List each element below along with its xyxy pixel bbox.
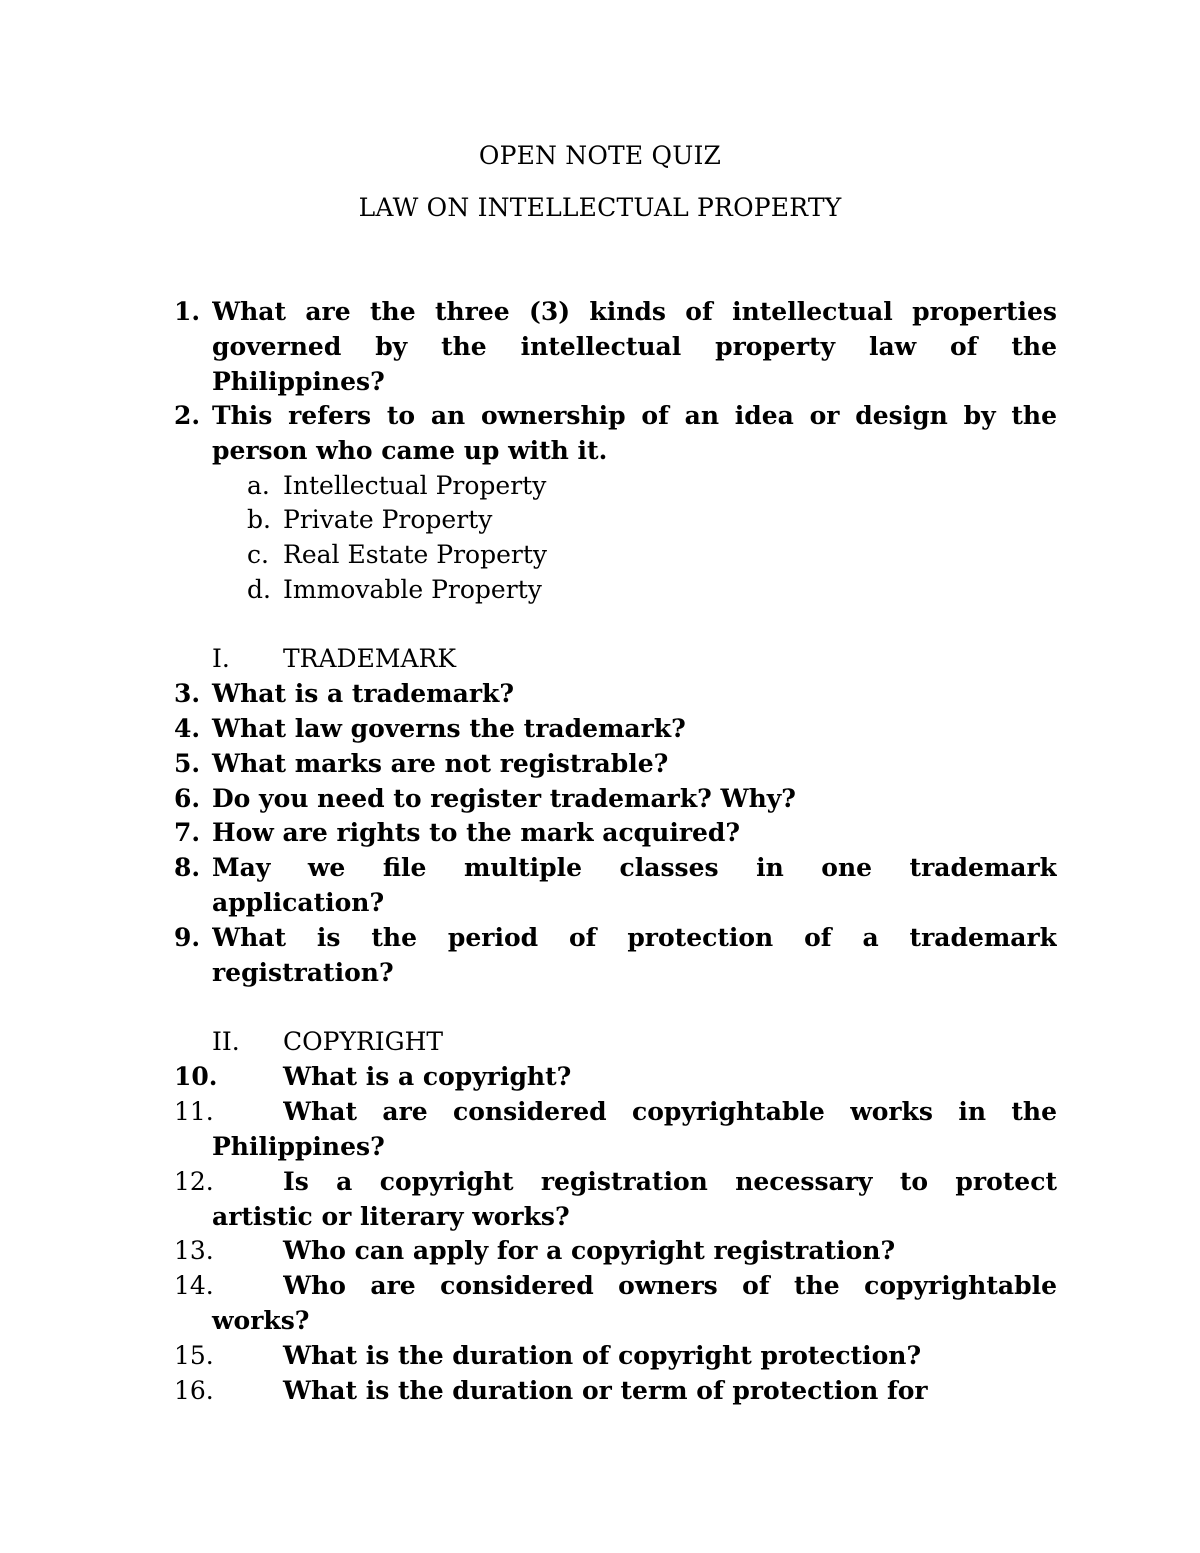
question-text: governed by the intellectual property law of the: [212, 332, 1057, 361]
question-number: 1.: [174, 297, 201, 326]
question-text: application?: [212, 888, 385, 917]
question-text: Who can apply for a copyright registration?: [283, 1236, 896, 1265]
question-number: 16.: [174, 1376, 214, 1405]
question-text: What law governs the trademark?: [212, 714, 686, 743]
question-text: How are rights to the mark acquired?: [212, 818, 741, 847]
question-number: 12.: [174, 1167, 214, 1196]
section-numeral: I.: [212, 644, 230, 673]
question-number: 15.: [174, 1341, 214, 1370]
choice-letter: b.: [247, 505, 271, 534]
question-text: artistic or literary works?: [212, 1202, 570, 1231]
question-number: 4.: [174, 714, 201, 743]
choice-letter: d.: [247, 575, 271, 604]
question-text: What is the period of protection of a trademark: [212, 923, 1057, 952]
question-number: 10.: [174, 1062, 218, 1091]
question-number: 9.: [174, 923, 201, 952]
question-number: 8.: [174, 853, 201, 882]
question-text: What is a copyright?: [283, 1062, 572, 1091]
question-number: 11.: [174, 1097, 214, 1126]
question-number: 13.: [174, 1236, 214, 1265]
section-numeral: II.: [212, 1027, 240, 1056]
document-subtitle: LAW ON INTELLECTUAL PROPERTY: [358, 193, 842, 222]
question-text: Philippines?: [212, 1132, 385, 1161]
section-heading: TRADEMARK: [283, 644, 456, 673]
question-number: 7.: [174, 818, 201, 847]
question-text: Philippines?: [212, 367, 385, 396]
choice-text: Immovable Property: [283, 575, 542, 604]
question-text: Who are considered owners of the copyrightable: [283, 1271, 1057, 1300]
question-text: What is a trademark?: [212, 679, 514, 708]
question-text: What is the duration or term of protection for: [283, 1376, 928, 1405]
question-number: 2.: [174, 401, 201, 430]
question-text: This refers to an ownership of an idea or design by the: [212, 401, 1057, 430]
section-heading: COPYRIGHT: [283, 1027, 444, 1056]
question-text: registration?: [212, 958, 394, 987]
question-number: 5.: [174, 749, 201, 778]
question-text: What are considered copyrightable works in the: [283, 1097, 1057, 1126]
choice-text: Private Property: [283, 505, 493, 534]
choice-text: Real Estate Property: [283, 540, 548, 569]
question-text: works?: [212, 1306, 310, 1335]
question-text: Is a copyright registration necessary to protect: [283, 1167, 1057, 1196]
document-title: OPEN NOTE QUIZ: [478, 141, 722, 170]
choice-letter: c.: [247, 540, 269, 569]
question-text: person who came up with it.: [212, 436, 608, 465]
question-text: Do you need to register trademark? Why?: [212, 784, 796, 813]
question-text: What is the duration of copyright protection?: [283, 1341, 922, 1370]
question-text: What are the three (3) kinds of intellectual properties: [212, 297, 1057, 326]
choice-text: Intellectual Property: [283, 471, 547, 500]
question-text: What marks are not registrable?: [212, 749, 669, 778]
question-text: May we file multiple classes in one trademark: [212, 853, 1057, 882]
question-number: 14.: [174, 1271, 214, 1300]
choice-letter: a.: [247, 471, 270, 500]
question-number: 6.: [174, 784, 201, 813]
question-number: 3.: [174, 679, 201, 708]
